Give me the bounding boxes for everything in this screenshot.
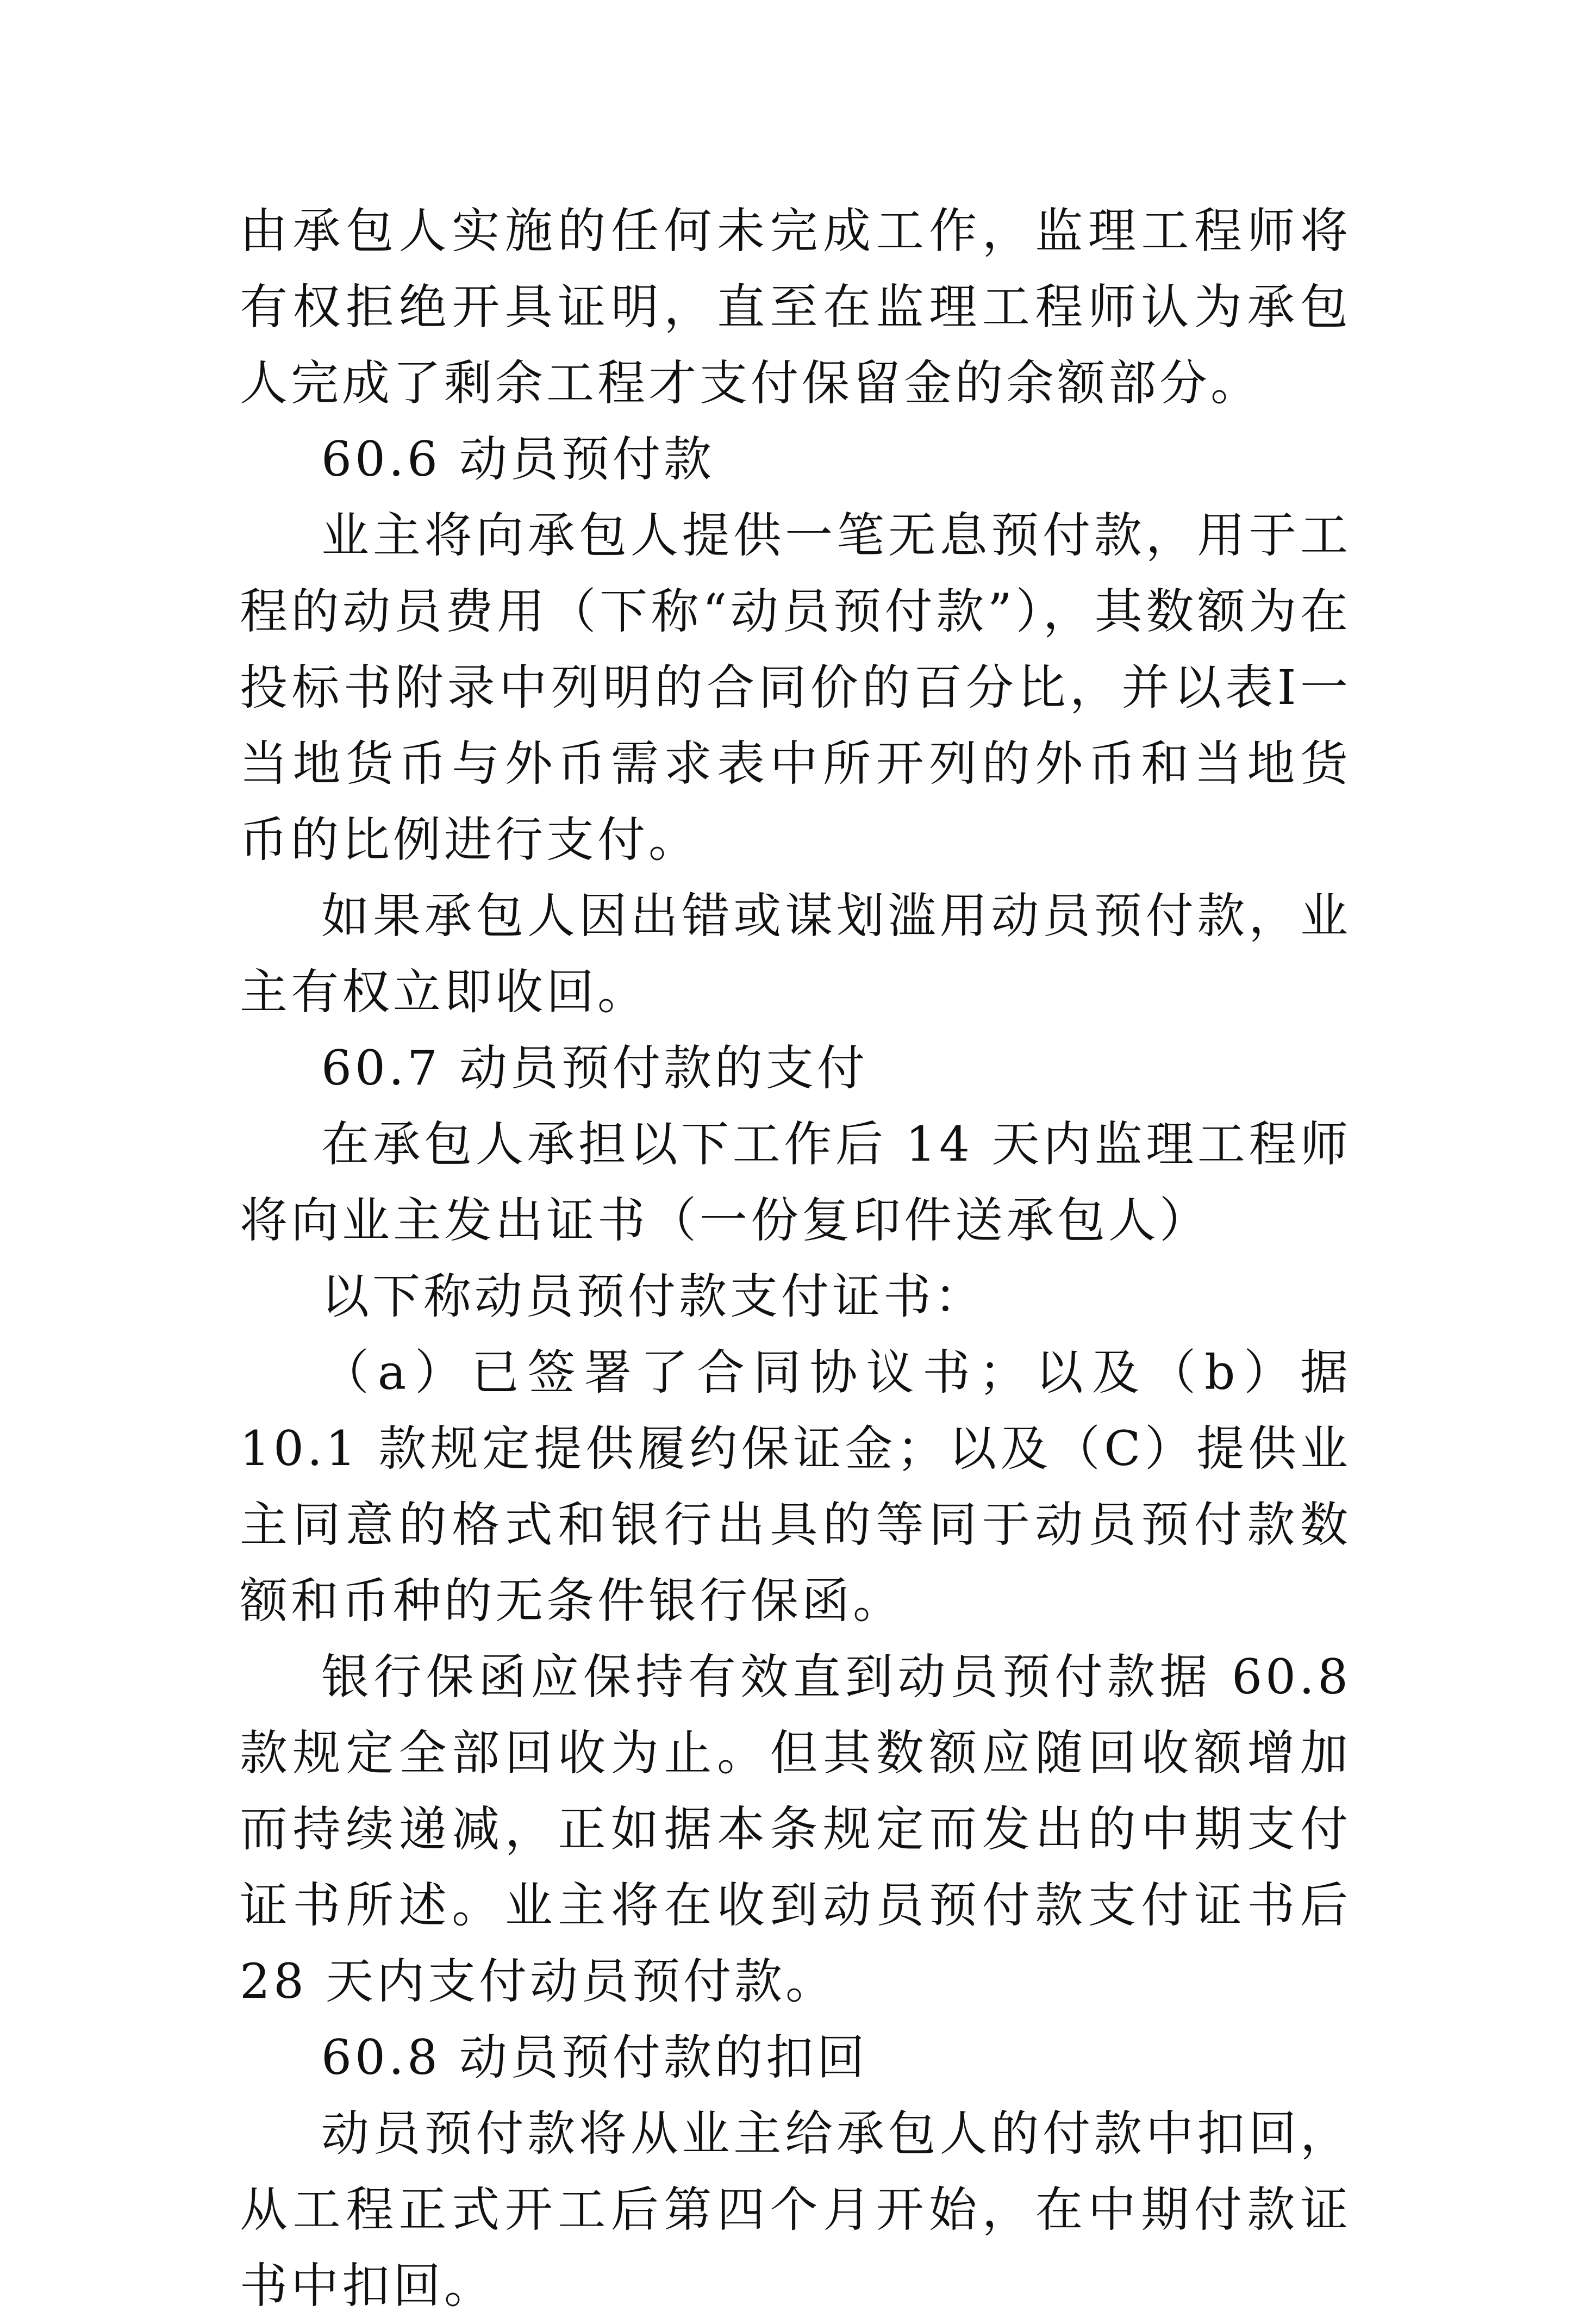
section-heading-60-7: 60.7 动员预付款的支付 xyxy=(321,1040,868,1096)
paragraph: 动员预付款将从业主给承包人的付款中扣回，从工程正式开工后第四个月开始，在中期付款证书中扣回。 xyxy=(240,2105,1351,2314)
paragraph: 在承包人承担以下工作后 14 天内监理工程师将向业主发出证书（一份复印件送承包人） xyxy=(240,1116,1351,1248)
paragraph: 银行保函应保持有效直到动员预付款据 60.8 款规定全部回收为止。但其数额应随回收额增加而持续递减，正如据本条规定而发出的中期支付证书所述。业主将在收到动员预付款支付证书后 28 天内支付动员预付款。 xyxy=(240,1649,1351,2009)
paragraph: 业主将向承包人提供一笔无息预付款，用于工程的动员费用（下称“动员预付款”），其数额为在投标书附录中列明的合同价的百分比，并以表Ⅰ一当地货币与外币需求表中所开列的外币和当地货币的比例进行支付。 xyxy=(240,507,1351,868)
paragraph: （a）已签署了合同协议书；以及（b）据 10.1 款规定提供履约保证金；以及（C）提供业主同意的格式和银行出具的等同于动员预付款数额和币种的无条件银行保函。 xyxy=(240,1344,1351,1629)
paragraph: 以下称动员预付款支付证书： xyxy=(321,1268,986,1324)
document-body xyxy=(240,193,1351,2324)
paragraph: 如果承包人因出错或谋划滥用动员预付款，业主有权立即收回。 xyxy=(240,888,1351,1020)
section-heading-60-8: 60.8 动员预付款的扣回 xyxy=(321,2029,868,2085)
section-heading-60-6: 60.6 动员预付款 xyxy=(321,431,715,487)
paragraph-continued: 由承包人实施的任何未完成工作，监理工程师将有权拒绝开具证明，直至在监理工程师认为承包人完成了剩余工程才支付保留金的余额部分。 xyxy=(240,203,1351,411)
